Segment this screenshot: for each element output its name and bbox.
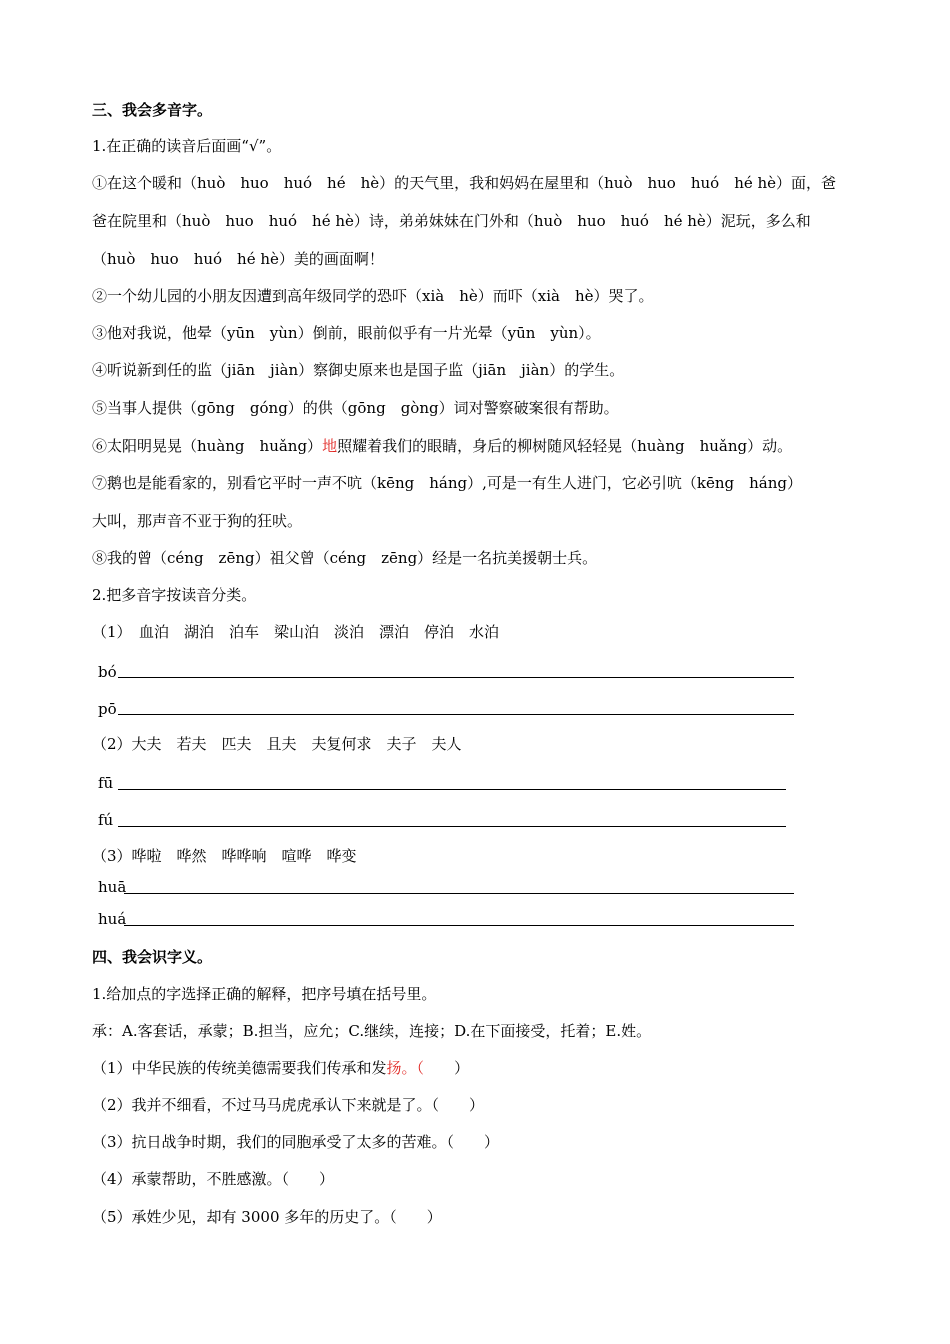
section4-q1-title: 1.给加点的字选择正确的解释，把序号填在括号里。 (92, 985, 437, 1003)
sentence-5: ⑤当事人提供（gōng góng）的供（gōng gòng）词对警察破案很有帮助。 (92, 399, 619, 417)
group-3-label-hua1: huā (98, 878, 127, 896)
group-3-answer-line-hua1[interactable] (124, 893, 794, 894)
group-2-words: （2）大夫 若夫 匹夫 且夫 夫复何求 夫子 夫人 (92, 735, 462, 753)
group-1-label-po: pō (98, 700, 117, 718)
item-1-part-a: （1）中华民族的传统美德需要我们传承和发 (92, 1059, 387, 1077)
sentence-6 (92, 436, 792, 456)
sentence-6-highlight: 地 (322, 437, 338, 455)
item-2: （2）我并不细看，不过马马虎虎承认下来就是了。（ ） (92, 1096, 485, 1114)
group-1-answer-line-po[interactable] (118, 714, 794, 715)
sentence-1-line-3: （huò huo huó hé hè）美的画面啊！ (92, 250, 384, 268)
section3-title: 三、我会多音字。 (92, 101, 213, 119)
sentence-7-line-1: ⑦鹅也是能看家的，别看它平时一声不吭（kēng háng）,可是一有生人进门，它必引吭（kēng háng） (92, 474, 802, 492)
group-1-answer-line-bo[interactable] (118, 677, 794, 678)
sentence-7-line-2: 大叫，那声音不亚于狗的狂吠。 (92, 512, 303, 530)
group-1-label-bo: bó (98, 663, 117, 681)
group-1-words: （1） 血泊 湖泊 泊车 梁山泊 淡泊 漂泊 停泊 水泊 (92, 623, 500, 641)
group-2-label-fu1: fū (98, 774, 114, 792)
q1-title: 1.在正确的读音后面画“√”。 (92, 137, 282, 155)
group-2-answer-line-fu1[interactable] (118, 789, 786, 790)
group-3-words: （3）哗啦 哗然 哗哗响 喧哗 哗变 (92, 847, 357, 865)
sentence-6-part-a: ⑥太阳明晃晃（huàng huǎng） (92, 437, 323, 455)
group-2-answer-line-fu2[interactable] (118, 826, 786, 827)
item-1 (92, 1058, 469, 1078)
definitions: 承：A.客套话，承蒙；B.担当，应允；C.继续，连接；D.在下面接受，托着；E.姓。 (92, 1022, 652, 1040)
sentence-2: ②一个幼儿园的小朋友因遭到高年级同学的恐吓（xià hè）而吓（xià hè）哭了。 (92, 287, 654, 305)
q2-title: 2.把多音字按读音分类。 (92, 586, 257, 604)
sentence-8: ⑧我的曾（céng zēng）祖父曾（céng zēng）经是一名抗美援朝士兵。 (92, 549, 598, 567)
item-1-highlight: 扬。（ (386, 1059, 425, 1077)
item-3: （3）抗日战争时期，我们的同胞承受了太多的苦难。（ ） (92, 1133, 500, 1151)
sentence-3: ③他对我说，他晕（yūn yùn）倒前，眼前似乎有一片光晕（yūn yùn）。 (92, 324, 601, 342)
group-2-label-fu2: fú (98, 811, 114, 829)
sentence-1-line-2: 爸在院里和（huò huo huó hé hè）诗，弟弟妹妹在门外和（huò huo huó hé hè）泥玩，多么和 (92, 212, 811, 230)
item-5: （5）承姓少见，却有 3000 多年的历史了。（ ） (92, 1208, 442, 1226)
sentence-4: ④听说新到任的监（jiān jiàn）察御史原来也是国子监（jiān jiàn）的学生。 (92, 361, 625, 379)
item-1-answer-bracket[interactable]: ） (424, 1059, 470, 1077)
group-3-answer-line-hua2[interactable] (124, 925, 794, 926)
group-3-label-hua2: huá (98, 910, 127, 928)
sentence-1-line-1: ①在这个暖和（huò huo huó hé hè）的天气里，我和妈妈在屋里和（huò huo huó hé hè）面，爸 (92, 174, 837, 192)
item-4: （4）承蒙帮助，不胜感激。（ ） (92, 1170, 335, 1188)
sentence-6-part-b: 照耀着我们的眼睛，身后的柳树随风轻轻晃（huàng huǎng）动。 (337, 437, 793, 455)
section4-title: 四、我会识字义。 (92, 948, 213, 966)
